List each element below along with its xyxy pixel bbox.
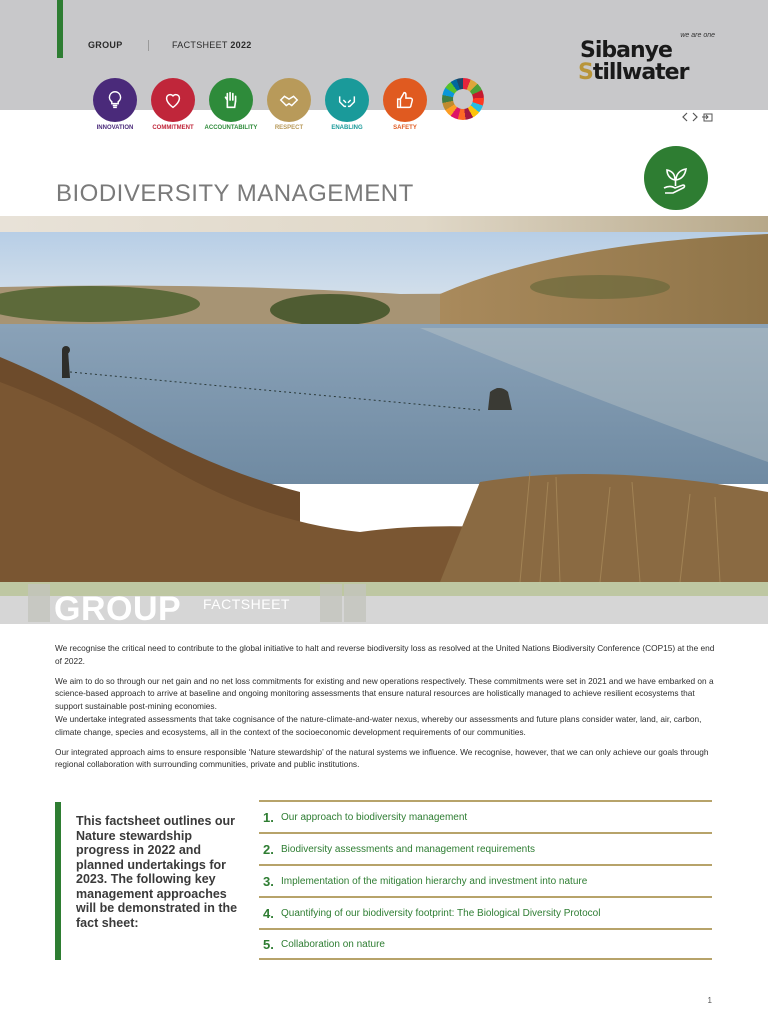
header-separator bbox=[148, 40, 149, 51]
value-commitment bbox=[144, 78, 202, 131]
header-factsheet-label: FACTSHEET 2022 bbox=[172, 40, 252, 50]
paragraph: We aim to do so through our net gain and no net loss commitments for existing and new operations respectively. These commitments were set in 2021 and we have embarked on a science-based approach to arrive at baseline and ongoing monitoring assessments that ensure natural resources are holistically managed to achieve resilient ecosystems that support sustainable post-mining economies. bbox=[55, 675, 714, 712]
list-number: 1. bbox=[263, 809, 274, 825]
logo-tagline: we are one bbox=[680, 32, 715, 39]
body-text bbox=[55, 642, 715, 778]
value-accountability bbox=[202, 78, 260, 131]
page-nav[interactable] bbox=[682, 112, 716, 125]
logo-word-1: Sibanye bbox=[580, 38, 672, 63]
handshake-icon bbox=[267, 78, 311, 122]
list-item[interactable] bbox=[259, 928, 712, 960]
banner-title: GROUP bbox=[54, 590, 182, 628]
lightbulb-icon bbox=[93, 78, 137, 122]
banner-subtitle: FACTSHEET bbox=[203, 596, 290, 612]
paragraph: We recognise the critical need to contribute to the global initiative to halt and reverse biodiversity loss as resolved at the United Nations Biodiversity Conference (COP15) at the end of 2022. bbox=[55, 643, 715, 666]
value-label: ACCOUNTABILITY bbox=[204, 125, 258, 131]
header-accent-bar bbox=[57, 0, 63, 58]
list-number: 5. bbox=[263, 936, 274, 952]
page-number: 1 bbox=[707, 996, 712, 1005]
list-text: Implementation of the mitigation hierarchy and investment into nature bbox=[281, 875, 588, 887]
list-number: 4. bbox=[263, 905, 274, 921]
values-row bbox=[86, 78, 492, 131]
company-logo bbox=[576, 28, 721, 88]
header-group-label: GROUP bbox=[88, 40, 123, 50]
list-text: Our approach to biodiversity management bbox=[281, 811, 468, 823]
list-text: Quantifying of our biodiversity footprint: The Biological Diversity Protocol bbox=[281, 907, 601, 919]
photo-top-strip bbox=[0, 216, 768, 232]
leaf-hand-icon bbox=[644, 146, 708, 210]
raised-hand-icon bbox=[209, 78, 253, 122]
value-label: ENABLING bbox=[331, 125, 363, 131]
heart-hands-icon bbox=[151, 78, 195, 122]
intro-accent-bar bbox=[55, 802, 61, 960]
banner-watermark bbox=[344, 584, 366, 622]
list-number: 3. bbox=[263, 873, 274, 889]
value-label: SAFETY bbox=[393, 125, 417, 131]
value-enabling bbox=[318, 78, 376, 131]
page-title: BIODIVERSITY MANAGEMENT bbox=[56, 180, 414, 207]
intro-text: This factsheet outlines our Nature stewardship progress in 2022 and planned undertakings for 2023. The following key management approaches will be demonstrated in the fact sheet: bbox=[76, 814, 238, 930]
logo-word-2: Stillwater bbox=[578, 60, 689, 85]
list-item[interactable] bbox=[259, 864, 712, 896]
list-text: Biodiversity assessments and management requirements bbox=[281, 843, 536, 855]
sdg-wheel-icon bbox=[442, 78, 484, 120]
list-item[interactable] bbox=[259, 896, 712, 928]
banner-watermark bbox=[320, 584, 342, 622]
banner-watermark bbox=[28, 584, 50, 622]
paragraph: We undertake integrated assessments that take cognisance of the nature-climate-and-water nexus, whereby our assessments and future plans consider water, land, air, carbon, climate change, species and ecosystems, all in the context of the socioeconomic development requirements of our communities. bbox=[55, 713, 702, 737]
open-hands-icon bbox=[325, 78, 369, 122]
list-item[interactable] bbox=[259, 832, 712, 864]
topics-list bbox=[259, 800, 712, 960]
thumbs-up-icon bbox=[383, 78, 427, 122]
list-number: 2. bbox=[263, 841, 274, 857]
list-text: Collaboration on nature bbox=[281, 938, 385, 950]
value-label: COMMITMENT bbox=[152, 125, 194, 131]
value-sdg bbox=[434, 78, 492, 131]
list-item[interactable] bbox=[259, 800, 712, 832]
value-innovation bbox=[86, 78, 144, 131]
value-label: RESPECT bbox=[274, 125, 304, 131]
value-respect bbox=[260, 78, 318, 131]
page-nav-icons[interactable] bbox=[682, 112, 716, 122]
paragraph: Our integrated approach aims to ensure responsible ‘Nature stewardship’ of the natural systems we influence. We recognise, however, that we can only achieve our goals through regional collaboration with surrounding communities, private and public institutions. bbox=[55, 746, 709, 770]
value-safety bbox=[376, 78, 434, 131]
value-label: INNOVATION bbox=[96, 125, 134, 131]
wetland-photo bbox=[0, 232, 768, 582]
